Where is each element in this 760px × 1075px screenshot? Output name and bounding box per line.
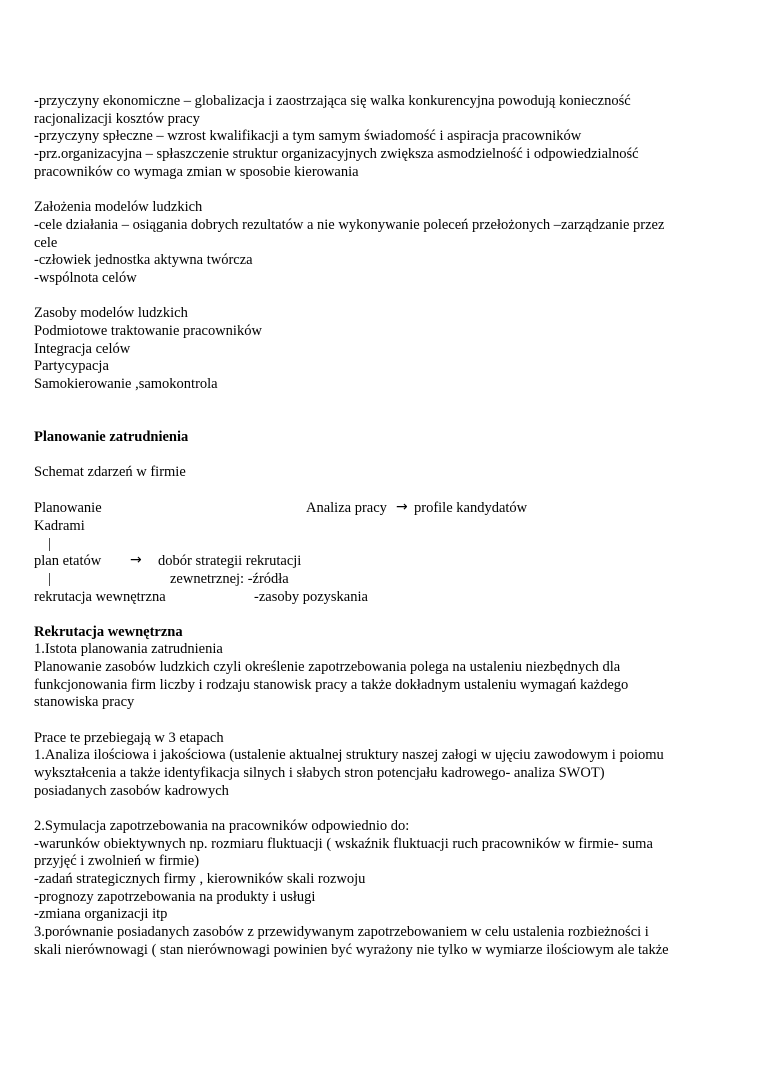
diagram-rekrutacja-wew: rekrutacja wewnętrzna	[34, 589, 166, 605]
diagram-zasoby-pozyskania: -zasoby pozyskania	[254, 589, 368, 605]
text-line: -wspólnota celów	[34, 270, 137, 286]
text-line: Podmiotowe traktowanie pracowników	[34, 323, 262, 339]
text-line: Integracja celów	[34, 341, 131, 357]
text-line: Partycypacja	[34, 358, 109, 374]
text-line: Samokierowanie ,samokontrola	[34, 376, 218, 392]
text-line: skali nierównowagi ( stan nierównowagi powinien być wyrażony nie tylko w wymiarze ilościowym ale także	[34, 942, 669, 958]
diagram-dobor: dobór strategii rekrutacji	[158, 553, 302, 569]
diagram-profile: profile kandydatów	[414, 500, 528, 516]
text-line: -zmiana organizacji itp	[34, 906, 168, 922]
diagram-pipe: |	[48, 571, 51, 587]
text-line: -prz.organizacyjna – spłaszczenie struktur organizacyjnych zwiększa asmodzielność i odpowiedzialność	[34, 146, 639, 162]
text-line: funkcjonowania firm liczby i rodzaju stanowisk pracy a także dokładnym ustaleniu wymagań każdego	[34, 677, 629, 693]
text-line: 3.porównanie posiadanych zasobów z przewidywanym zapotrzebowaniem w celu ustalenia rozbieżności i	[34, 924, 649, 940]
heading-rekrutacja: Rekrutacja wewnętrzna	[34, 624, 183, 640]
text-line: cele	[34, 235, 58, 251]
text-line: 1.Istota planowania zatrudnienia	[34, 641, 223, 657]
diagram-pipe: |	[48, 536, 51, 552]
text-line: wykształcenia a także identyfikacja silnych i słabych stron potencjału kadrowego- analiza SWOT)	[34, 765, 605, 781]
text-line: -warunków obiektywnych np. rozmiaru fluktuacji ( wskaźnik fluktuacji ruch pracowników w firmie- suma	[34, 836, 653, 852]
diagram-planowanie: Planowanie	[34, 500, 102, 516]
diagram-plan-etatow: plan etatów	[34, 553, 102, 569]
diagram-analiza: Analiza pracy	[306, 500, 387, 516]
heading-planowanie: Planowanie zatrudnienia	[34, 429, 189, 445]
arrow-right-icon: →	[130, 552, 142, 568]
diagram-zewnetrznej: zewnetrznej: -źródła	[170, 571, 289, 587]
text-line: racjonalizacji kosztów pracy	[34, 111, 200, 127]
text-line: -cele działania – osiągania dobrych rezultatów a nie wykonywanie poleceń przełożonych –zarządzanie przez	[34, 217, 665, 233]
text-line: stanowiska pracy	[34, 694, 135, 710]
text-line: pracowników co wymaga zmian w sposobie kierowania	[34, 164, 359, 180]
text-line: posiadanych zasobów kadrowych	[34, 783, 229, 799]
arrow-right-icon: →	[396, 499, 408, 515]
text-line: -zadań strategicznych firmy , kierowników skali rozwoju	[34, 871, 366, 887]
text-line: Planowanie zasobów ludzkich czyli określenie zapotrzebowania polega na ustaleniu niezbędnych dla	[34, 659, 621, 675]
schemat-title: Schemat zdarzeń w firmie	[34, 464, 186, 480]
section-title: Założenia modelów ludzkich	[34, 199, 203, 215]
text-line: -przyczyny ekonomiczne – globalizacja i zaostrzająca się walka konkurencyjna powodują konieczność	[34, 93, 631, 109]
section-title: Zasoby modelów ludzkich	[34, 305, 188, 321]
text-line: -prognozy zapotrzebowania na produkty i usługi	[34, 889, 316, 905]
text-line: Prace te przebiegają w 3 etapach	[34, 730, 224, 746]
text-line: -człowiek jednostka aktywna twórcza	[34, 252, 253, 268]
text-line: przyjęć i zwolnień w firmie)	[34, 853, 200, 869]
text-line: 2.Symulacja zapotrzebowania na pracowników odpowiednio do:	[34, 818, 410, 834]
text-line: -przyczyny spłeczne – wzrost kwalifikacji a tym samym świadomość i aspiracja pracowników	[34, 128, 582, 144]
text-line: 1.Analiza ilościowa i jakościowa (ustalenie aktualnej struktury naszej załogi w ujęciu zawodowym i poiomu	[34, 747, 664, 763]
diagram-kadrami: Kadrami	[34, 518, 85, 534]
